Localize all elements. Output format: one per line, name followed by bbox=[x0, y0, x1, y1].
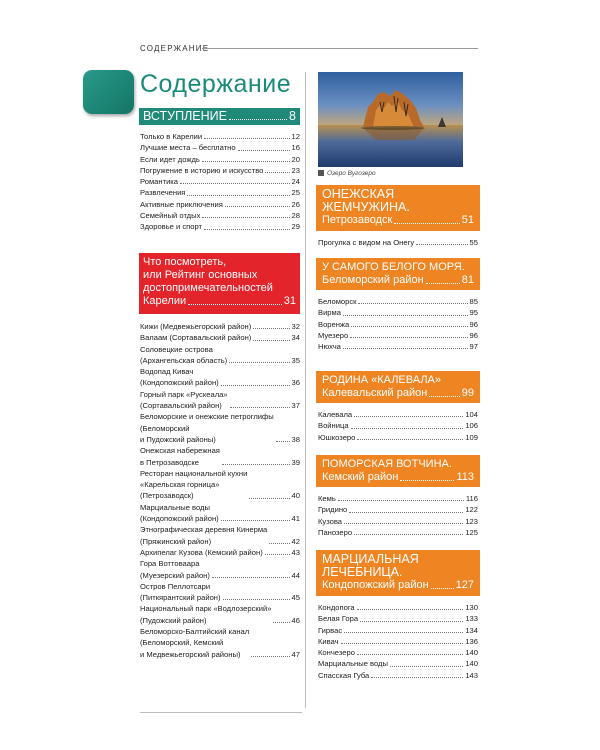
toc-item[interactable] bbox=[140, 142, 300, 153]
toc-item-title: Соловецкие острова (Архангельская область) bbox=[140, 344, 228, 365]
toc-item-page: 97 bbox=[469, 342, 478, 352]
toc-item-page: 16 bbox=[291, 143, 300, 153]
toc-item[interactable] bbox=[318, 493, 478, 504]
leader-dots bbox=[394, 214, 459, 224]
toc-item[interactable] bbox=[140, 344, 300, 367]
section-title-line: ПОМОРСКАЯ ВОТЧИНА. bbox=[322, 458, 452, 470]
toc-item-page: 85 bbox=[469, 297, 478, 306]
toc-item-title: Здоровье и спорт bbox=[140, 222, 203, 232]
toc-item-title: Юшкозеро bbox=[318, 432, 356, 442]
toc-item[interactable] bbox=[140, 389, 300, 412]
toc-item[interactable] bbox=[140, 221, 300, 232]
toc-item-title: Кивач bbox=[318, 636, 339, 646]
section-title-line: МАРЦИАЛЬНАЯ bbox=[322, 552, 419, 566]
toc-item-page: 39 bbox=[291, 457, 300, 467]
toc-item[interactable] bbox=[318, 647, 478, 658]
toc-item[interactable] bbox=[318, 420, 478, 431]
toc-item[interactable] bbox=[318, 613, 478, 624]
toc-item-title: Нюхча bbox=[318, 342, 341, 352]
toc-item-title: Лучшие места – бесплатно bbox=[140, 143, 236, 153]
toc-item-title: Прогулка с видом на Онегу bbox=[318, 238, 415, 247]
toc-sights-list bbox=[140, 321, 300, 660]
toc-item[interactable] bbox=[318, 330, 478, 341]
toc-item[interactable] bbox=[140, 332, 300, 343]
toc-item-page: 20 bbox=[291, 154, 300, 164]
toc-item-title: Кончезеро bbox=[318, 648, 355, 658]
leader-dots bbox=[431, 579, 454, 589]
toc-item-title: Воренжа bbox=[318, 319, 350, 329]
toc-item[interactable] bbox=[140, 411, 300, 445]
toc-item-page: 143 bbox=[465, 670, 478, 680]
toc-item[interactable] bbox=[318, 341, 478, 352]
toc-item-title: Кондопога bbox=[318, 603, 355, 612]
section-header-white-sea[interactable] bbox=[316, 258, 480, 290]
toc-item-title: Муезеро bbox=[318, 330, 349, 340]
toc-item[interactable] bbox=[140, 176, 300, 187]
toc-item[interactable] bbox=[318, 527, 478, 538]
section-title-line: Беломорский район bbox=[322, 274, 424, 286]
lake-photo bbox=[318, 72, 463, 167]
toc-item-title: Беломорск bbox=[318, 297, 357, 306]
toc-item-title: Гирвас bbox=[318, 625, 343, 635]
toc-item-title: Марциальные воды (Кондопожский район) bbox=[140, 502, 219, 524]
toc-item-page: 41 bbox=[291, 514, 300, 524]
toc-item-page: 140 bbox=[465, 659, 478, 669]
toc-item-title: Вирма bbox=[318, 308, 341, 318]
toc-item[interactable] bbox=[318, 504, 478, 515]
toc-item[interactable] bbox=[318, 636, 478, 647]
toc-item-page: 12 bbox=[291, 132, 300, 141]
toc-onega-list bbox=[318, 237, 478, 248]
section-title-line: достопримечательностей bbox=[143, 282, 273, 294]
toc-kalevala-list bbox=[318, 409, 478, 443]
toc-item-page: 35 bbox=[291, 355, 300, 365]
toc-item[interactable] bbox=[140, 626, 300, 660]
toc-item-page: 125 bbox=[465, 527, 478, 537]
section-title-line: Карелии bbox=[143, 295, 187, 307]
toc-item[interactable] bbox=[140, 187, 300, 198]
toc-item-page: 23 bbox=[291, 165, 300, 175]
toc-item-title: Только в Карелии bbox=[140, 132, 203, 141]
leader-dots bbox=[426, 274, 460, 284]
toc-item-page: 29 bbox=[291, 222, 300, 232]
toc-item[interactable] bbox=[140, 154, 300, 165]
toc-item-title: Остров Пеллотсари (Питкярантский район) bbox=[140, 581, 221, 603]
toc-item-title: Горный парк «Рускеала» (Сортавальский район) bbox=[140, 389, 228, 411]
section-title-line: ЖЕМЧУЖИНА. bbox=[322, 200, 410, 214]
toc-item-page: 123 bbox=[465, 516, 478, 526]
toc-item-title: Кемь bbox=[318, 494, 336, 503]
toc-item[interactable] bbox=[318, 296, 478, 307]
running-head: СОДЕРЖАНИЕ bbox=[140, 44, 210, 53]
toc-item-title: Калевала bbox=[318, 410, 353, 419]
section-title-line: ЛЕЧЕБНИЦА. bbox=[322, 565, 403, 579]
toc-item-page: 36 bbox=[291, 378, 300, 388]
section-page: 8 bbox=[289, 109, 296, 123]
toc-item[interactable] bbox=[318, 307, 478, 318]
caption-square-icon bbox=[318, 170, 324, 176]
toc-item[interactable] bbox=[140, 581, 300, 604]
toc-item-title: Архипелаг Кузова (Кемский район) bbox=[140, 547, 263, 557]
teal-badge-icon bbox=[83, 70, 134, 114]
toc-item-page: 96 bbox=[469, 330, 478, 340]
leader-dots bbox=[188, 295, 282, 305]
toc-item-title: Беломорско-Балтийский канал (Беломорский, Кемский и Медвежьегорский районы) bbox=[140, 627, 250, 659]
toc-item-page: 28 bbox=[291, 211, 300, 221]
toc-item[interactable] bbox=[140, 547, 300, 558]
leader-dots bbox=[229, 119, 287, 120]
toc-item-title: Активные приключения bbox=[140, 199, 223, 209]
toc-item-title: Если идет дождь bbox=[140, 154, 200, 164]
toc-item-page: 116 bbox=[465, 494, 478, 503]
toc-item-title: Ресторан национальной кухни «Карельская горница» (Петрозаводск) bbox=[140, 468, 248, 501]
leader-dots bbox=[400, 471, 454, 481]
toc-item-page: 136 bbox=[465, 636, 478, 646]
section-title-line: Кондопожский район bbox=[322, 579, 429, 591]
toc-item[interactable] bbox=[318, 658, 478, 669]
toc-item[interactable] bbox=[140, 366, 300, 389]
toc-item-title: Гридино bbox=[318, 505, 348, 515]
toc-item[interactable] bbox=[140, 468, 300, 502]
toc-item-page: 130 bbox=[465, 603, 478, 612]
section-header-onega[interactable] bbox=[316, 185, 480, 231]
toc-item-page: 96 bbox=[469, 319, 478, 329]
toc-item-title: Спасская Губа bbox=[318, 670, 370, 680]
toc-item-page: 37 bbox=[291, 401, 300, 411]
page-title: Содержание bbox=[140, 70, 292, 98]
toc-item-page: 134 bbox=[465, 625, 478, 635]
toc-item-page: 106 bbox=[465, 421, 478, 431]
toc-item-page: 40 bbox=[291, 491, 300, 501]
toc-item-title: Белая Гора bbox=[318, 614, 359, 624]
section-title-line: Калевальский район bbox=[322, 387, 428, 399]
section-title-line: ОНЕЖСКАЯ bbox=[322, 187, 395, 201]
section-page: 31 bbox=[283, 295, 296, 307]
toc-item-page: 25 bbox=[291, 188, 300, 198]
toc-item[interactable] bbox=[318, 319, 478, 330]
section-title-line: РОДИНА «КАЛЕВАЛА» bbox=[322, 374, 441, 386]
toc-item-title: Романтика bbox=[140, 177, 179, 187]
toc-item[interactable] bbox=[318, 432, 478, 443]
toc-item-page: 38 bbox=[291, 434, 300, 444]
toc-item-page: 104 bbox=[465, 410, 478, 419]
toc-item-title: Войница bbox=[318, 421, 349, 431]
section-title-line: Кемский район bbox=[322, 471, 399, 483]
toc-item-title: Онежская набережная в Петрозаводске bbox=[140, 446, 220, 467]
toc-item[interactable] bbox=[140, 131, 300, 142]
toc-item[interactable] bbox=[318, 516, 478, 527]
toc-item-page: 140 bbox=[465, 648, 478, 658]
toc-item[interactable] bbox=[318, 625, 478, 636]
toc-item-title: Этнографическая деревня Кинерма (Пряжинский район) bbox=[140, 525, 268, 546]
toc-item-page: 26 bbox=[291, 199, 300, 209]
running-head-rule bbox=[202, 48, 478, 49]
toc-item[interactable] bbox=[140, 603, 300, 626]
section-page: 127 bbox=[455, 579, 474, 591]
toc-item[interactable] bbox=[140, 558, 300, 581]
section-title-line: Петрозаводск bbox=[322, 214, 393, 226]
toc-item-title: Национальный парк «Водлозерский» (Пудожский район) bbox=[140, 604, 272, 625]
column-divider bbox=[305, 72, 306, 708]
photo-caption: Озеро Вугозеро bbox=[318, 170, 376, 177]
toc-item[interactable] bbox=[318, 670, 478, 681]
toc-item-page: 42 bbox=[291, 536, 300, 546]
toc-intro-list bbox=[140, 131, 300, 233]
toc-item-page: 122 bbox=[465, 505, 478, 515]
toc-item-page: 44 bbox=[291, 570, 300, 580]
toc-item-title: Марциальные воды bbox=[318, 659, 388, 669]
section-title-line: У САМОГО БЕЛОГО МОРЯ. bbox=[322, 261, 465, 273]
toc-item-page: 43 bbox=[291, 547, 300, 557]
section-page: 99 bbox=[461, 387, 474, 399]
section-title-line: или Рейтинг основных bbox=[143, 269, 258, 281]
leader-dots bbox=[429, 387, 459, 397]
toc-item-title: Семейный отдых bbox=[140, 211, 201, 221]
section-page: 113 bbox=[456, 471, 474, 483]
toc-item-page: 55 bbox=[469, 238, 478, 247]
toc-item-title: Панозеро bbox=[318, 527, 353, 537]
toc-item-page: 45 bbox=[291, 593, 300, 603]
section-header-pomor[interactable] bbox=[316, 455, 480, 487]
bottom-rule bbox=[140, 712, 302, 713]
toc-item-page: 47 bbox=[291, 649, 300, 659]
toc-item-title: Гора Воттоваара (Муезерский район) bbox=[140, 559, 210, 580]
toc-item[interactable] bbox=[318, 237, 478, 248]
toc-white-sea-list bbox=[318, 296, 478, 352]
toc-item-title: Кижи (Медвежьегорский район) bbox=[140, 322, 252, 331]
toc-item-page: 95 bbox=[469, 308, 478, 318]
toc-item[interactable] bbox=[140, 165, 300, 176]
toc-item-title: Беломорские и онежские петроглифы (Беломорский и Пудожский районы) bbox=[140, 412, 274, 444]
toc-item-title: Валаам (Сортавальский район) bbox=[140, 333, 252, 343]
toc-item-page: 34 bbox=[291, 333, 300, 343]
section-page: 81 bbox=[461, 274, 474, 286]
toc-item[interactable] bbox=[140, 502, 300, 525]
toc-item-page: 46 bbox=[291, 615, 300, 625]
toc-item[interactable] bbox=[140, 210, 300, 221]
section-header-sights[interactable] bbox=[139, 253, 300, 314]
section-title: ВСТУПЛЕНИЕ bbox=[143, 109, 227, 123]
toc-item[interactable] bbox=[140, 199, 300, 210]
toc-item[interactable] bbox=[318, 602, 478, 613]
toc-item-page: 24 bbox=[291, 177, 300, 187]
toc-item-title: Развлечения bbox=[140, 188, 186, 198]
toc-item-page: 109 bbox=[465, 432, 478, 442]
toc-item[interactable] bbox=[318, 409, 478, 420]
toc-item[interactable] bbox=[140, 321, 300, 332]
toc-item-title: Кузова bbox=[318, 516, 343, 526]
toc-item-title: Водопад Кивач (Кондопожский район) bbox=[140, 367, 219, 388]
toc-item-page: 32 bbox=[291, 322, 300, 331]
section-header-martial[interactable] bbox=[316, 550, 480, 596]
toc-item-page: 133 bbox=[465, 614, 478, 624]
section-page: 51 bbox=[461, 214, 474, 226]
lake-island-image bbox=[318, 72, 463, 167]
toc-pomor-list bbox=[318, 493, 478, 538]
toc-martial-list bbox=[318, 602, 478, 681]
section-title-line: Что посмотреть, bbox=[143, 256, 227, 268]
toc-item-title: Погружение в историю и искусство bbox=[140, 165, 264, 175]
section-header-intro[interactable] bbox=[139, 108, 300, 125]
section-header-kalevala[interactable] bbox=[316, 371, 480, 403]
toc-item[interactable] bbox=[140, 524, 300, 547]
toc-item[interactable] bbox=[140, 445, 300, 468]
